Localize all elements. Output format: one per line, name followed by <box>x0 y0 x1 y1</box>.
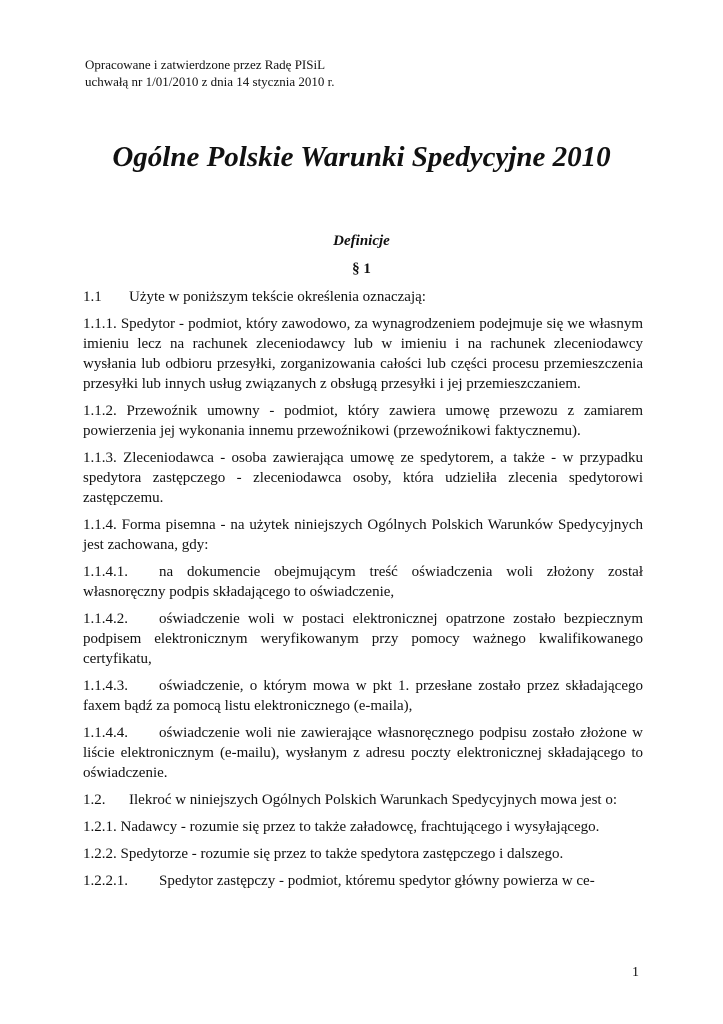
paragraph <box>83 448 643 508</box>
paragraph <box>83 871 643 891</box>
paragraph-text: Ilekroć w niniejszych Ogólnych Polskich Warunkach Spedycyjnych mowa jest o: <box>129 792 617 808</box>
paragraph <box>83 723 643 783</box>
paragraph <box>83 314 643 394</box>
paragraph-number: 1.2.2. <box>83 846 117 862</box>
paragraph-number: 1.1.3. <box>83 450 117 466</box>
paragraph <box>83 401 643 441</box>
paragraph-number: 1.2.1. <box>83 819 117 835</box>
paragraph-text: na dokumencie obejmującym treść oświadczenia woli złożony został własnoręczny podpis składającego to oświadczenie, <box>83 564 643 600</box>
paragraph-number: 1.1.4. <box>83 517 117 533</box>
paragraph-number: 1.2. <box>83 792 106 808</box>
paragraph-text: Spedytor - podmiot, który zawodowo, za wynagrodzeniem podejmuje się we własnym imieniu lecz na rachunek zleceniodawcy lub w imieniu i na rachunek zleceniodawcy wysłania lub odbioru przesyłki, zorganizowania całości lub części procesu przemieszczenia przesyłki lub innych usług związanych z obsługą przesyłki i jej przemieszczaniem. <box>83 316 644 392</box>
section-number: § 1 <box>352 261 371 277</box>
section-heading: Definicje <box>333 233 390 249</box>
paragraph-number: 1.1 <box>83 289 102 305</box>
paragraph-number: 1.1.4.4. <box>83 725 128 741</box>
paragraph-text: Nadawcy - rozumie się przez to także załadowcę, frachtującego i wysyłającego. <box>120 819 600 835</box>
header-line-2: uchwałą nr 1/01/2010 z dnia 14 stycznia 2010 r. <box>85 74 335 89</box>
paragraph-number: 1.1.2. <box>83 403 117 419</box>
paragraph-text: oświadczenie woli nie zawierające własnoręcznego podpisu zostało złożone w liście elektronicznym (e-mailu), wysłanym z adresu poczty elektronicznej składającego to oświadczenie. <box>83 725 643 781</box>
header-note <box>85 56 334 90</box>
paragraph <box>83 562 643 602</box>
paragraph <box>83 609 643 669</box>
paragraph-number: 1.1.1. <box>83 316 117 332</box>
paragraph-text: Przewoźnik umowny - podmiot, który zawiera umowę przewozu z zamiarem powierzenia jej wykonania innemu przewoźnikowi (przewoźnikowi faktycznemu). <box>83 403 643 439</box>
paragraph-number: 1.1.4.2. <box>83 611 128 627</box>
paragraph-number: 1.2.2.1. <box>83 873 128 889</box>
paragraph <box>83 676 643 716</box>
paragraph-text: oświadczenie, o którym mowa w pkt 1. przesłane zostało przez składającego faxem bądź za pomocą listu elektronicznego (e-maila), <box>83 678 643 714</box>
header-line-1: Opracowane i zatwierdzone przez Radę PISiL <box>85 57 326 72</box>
paragraph-text: Spedytorze - rozumie się przez to także spedytora zastępczego i dalszego. <box>120 846 564 862</box>
document-body <box>83 287 643 898</box>
paragraph-text: oświadczenie woli w postaci elektronicznej opatrzone zostało bezpiecznym podpisem elektronicznym weryfikowanym przy pomocy ważnego kwalifikowanego certyfikatu, <box>83 611 643 667</box>
paragraph <box>83 790 643 810</box>
paragraph <box>83 844 643 864</box>
paragraph-text: Spedytor zastępczy - podmiot, któremu spedytor główny powierza w ce- <box>159 873 595 889</box>
document-title: Ogólne Polskie Warunki Spedycyjne 2010 <box>112 141 611 173</box>
paragraph <box>83 817 643 837</box>
page-number: 1 <box>632 965 639 980</box>
paragraph-text: Zleceniodawca - osoba zawierająca umowę ze spedytorem, a także - w przypadku spedytora zastępczego - zleceniodawca osoby, która udzieliła zlecenia spedytorowi zastępczemu. <box>83 450 643 506</box>
paragraph-number: 1.1.4.3. <box>83 678 128 694</box>
paragraph <box>83 287 643 307</box>
paragraph-text: Użyte w poniższym tekście określenia oznaczają: <box>129 289 426 305</box>
paragraph-number: 1.1.4.1. <box>83 564 128 580</box>
paragraph-text: Forma pisemna - na użytek niniejszych Ogólnych Polskich Warunków Spedycyjnych jest zachowana, gdy: <box>83 517 643 553</box>
paragraph <box>83 515 643 555</box>
